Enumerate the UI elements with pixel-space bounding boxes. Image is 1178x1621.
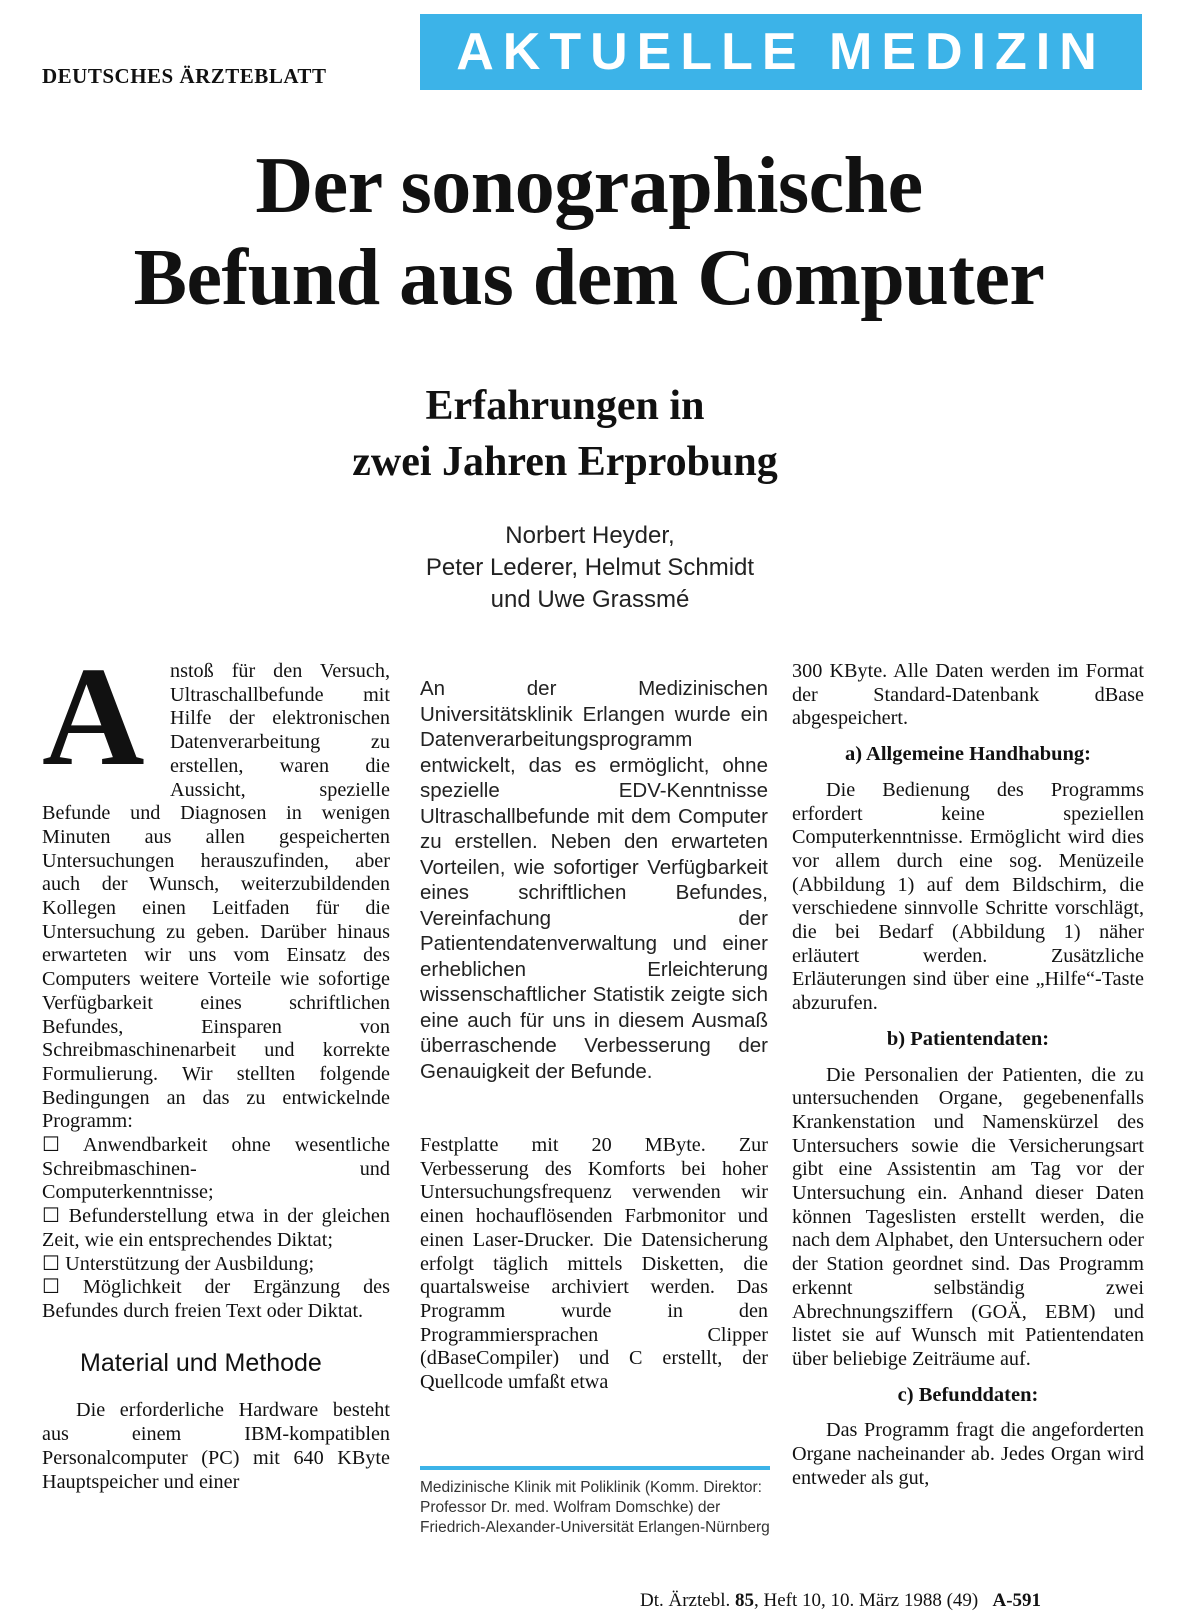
section-banner: AKTUELLE MEDIZIN	[420, 14, 1142, 90]
requirement-item-2: ☐ Befunderstellung etwa in der gleichen Zeit, wie ein entsprechendes Diktat;	[42, 1205, 390, 1251]
column-3	[792, 660, 1144, 1491]
drop-cap: A	[42, 637, 145, 795]
author-list	[330, 520, 850, 616]
subtitle-line-1: Erfahrungen in	[425, 383, 705, 429]
title-line-1: Der sonographische	[255, 142, 923, 230]
intro-paragraph: nstoß für den Versuch, Ultraschallbefunde mit Hilfe der elektronischen Datenverarbeitung zu erstellen, waren die Aussicht, spezielle Befunde und Diagnosen in wenigen Minuten aus allen gespeicherten Untersuchungen herauszufinden, aber auch der Wunsch, weiterzubildenden Kollegen einen Leitfaden für die Untersuchung zu geben. Darüber hinaus erwarteten wir uns vom Einsatz des Computers weitere Vorteile wie sofortige Verfügbarkeit eines schriftlichen Befundes, Einsparen von Schreibmaschinenarbeit und korrekte Formulierung. Wir stellten folgende Bedingungen an das zu entwickelnde Programm:	[42, 660, 390, 1133]
title-line-2: Befund aus dem Computer	[133, 234, 1045, 322]
author-line-1: Norbert Heyder,	[505, 522, 675, 549]
article-subtitle	[240, 378, 890, 490]
article-title	[30, 140, 1148, 324]
subtitle-line-2: zwei Jahren Erprobung	[352, 439, 778, 485]
section-heading-methods: Material und Methode	[80, 1348, 322, 1377]
subheading-b: b) Patientendaten:	[886, 1027, 1050, 1050]
subheading-c: c) Befunddaten:	[897, 1383, 1039, 1406]
methods-paragraph: Die erforderliche Hardware besteht aus einem IBM-kompatiblen Personalcomputer (PC) mit 640 KByte Hauptspeicher und einer	[42, 1399, 390, 1493]
paragraph-b: Die Personalien der Patienten, die zu untersuchenden Organe, gegebenenfalls Krankenstation und Namenskürzel des Untersuchers sowie die Versicherungsart gibt eine Assistentin am Tag vor der Untersuchung ein. Anhand dieser Daten können Tageslisten erstellt werden, die nach dem Alphabet, den Untersuchern oder der Station geordnet sind. Das Programm erkennt selbständig zwei Abrechnungsziffern (GOÄ, EBM) und listet sie auf Wunsch mit Patientendaten über beliebige Zeiträume auf.	[792, 1063, 1144, 1370]
column-1	[42, 637, 390, 1494]
journal-name: DEUTSCHES ÄRZTEBLATT	[42, 64, 327, 88]
author-line-2: Peter Lederer, Helmut Schmidt	[425, 554, 755, 581]
footer-volume: 85	[734, 1590, 754, 1611]
requirement-item-1: ☐ Anwendbarkeit ohne wesentliche Schreibmaschinen- und Computerkenntnisse;	[42, 1134, 390, 1204]
requirement-item-4: ☐ Möglichkeit der Ergänzung des Befundes durch freien Text oder Diktat.	[42, 1276, 390, 1322]
footer-issue: , Heft 10, 10. März 1988 (49)	[753, 1590, 979, 1611]
summary-box: An der Medizinischen Universitätsklinik Erlangen wurde ein Datenverarbeitungsprogramm entwickelt, das es ermöglicht, ohne spezielle EDV-Kenntnisse Ultraschallbefunde mit dem Computer zu erstellen. Neben den erwarteten Vorteilen, wie sofortiger Verfügbarkeit eines schriftlichen Befundes, Vereinfachung der Patientendatenverwaltung und einer erheblichen Erleichterung wissenschaftlicher Statistik zeigte sich eine auch für uns in diesem Ausmaß überraschende Verbesserung der Genauigkeit der Befunde.	[420, 677, 768, 1083]
page-footer	[640, 1590, 1041, 1612]
paragraph-c: Das Programm fragt die angeforderten Organe nacheinander ab. Jedes Organ wird entweder als gut,	[792, 1419, 1144, 1489]
paragraph-a: Die Bedienung des Programms erfordert keine speziellen Computerkenntnisse. Ermöglicht wird dies vor allem durch eine sog. Menüzeile (Abbildung 1) auf dem Bildschirm, die verschiedene sinnvolle Schritte vorschlägt, die bei Bedarf (Abbildung 1) näher erläutert werden. Zusätzliche Erläuterungen sind über eine „Hilfe“-Taste abzurufen.	[792, 778, 1144, 1015]
subheading-a: a) Allgemeine Handhabung:	[844, 743, 1092, 766]
requirement-item-3: ☐ Unterstützung der Ausbildung;	[42, 1252, 315, 1275]
column-3-intro: 300 KByte. Alle Daten werden im Format der Standard-Datenbank dBase abgespeichert.	[792, 660, 1144, 730]
affiliation-note: Medizinische Klinik mit Poliklinik (Komm. Direktor: Professor Dr. med. Wolfram Domschke) der Friedrich-Alexander-Universität Erlangen-Nürnberg	[420, 1466, 770, 1538]
page-number: A-591	[992, 1590, 1042, 1611]
footer-journal: Dt. Ärztebl.	[640, 1590, 731, 1611]
column-2-text: Festplatte mit 20 MByte. Zur Verbesserung des Komforts bei hoher Untersuchungsfrequenz verwenden wir einen hochauflösenden Farbmonitor und einen Laser-Drucker. Die Datensicherung erfolgt täglich mittels Disketten, die quartalsweise archiviert werden. Das Programm wurde in den Programmiersprachen Clipper (dBaseCompiler) und C erstellt, der Quellcode umfaßt etwa	[420, 1134, 768, 1394]
author-line-3: und Uwe Grassmé	[490, 586, 690, 613]
